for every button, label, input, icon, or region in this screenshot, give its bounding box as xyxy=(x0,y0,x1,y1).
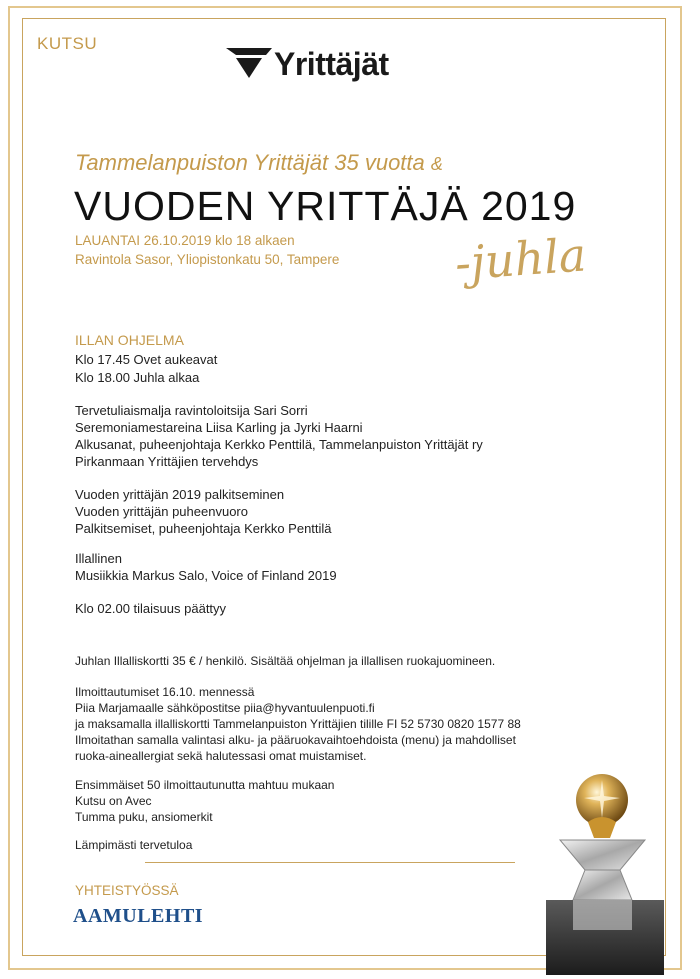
program-line: Seremoniamestareina Liisa Karling ja Jyrki Haarni xyxy=(75,420,363,435)
info-line: ruoka-aineallergiat sekä halutessasi omat muistamiset. xyxy=(75,749,367,763)
info-line: Ilmoitathan samalla valintasi alku- ja pääruokavaihtoehdoista (menu) ja mahdolliset xyxy=(75,733,516,747)
info-line: Kutsu on Avec xyxy=(75,794,152,808)
info-line: Ensimmäiset 50 ilmoittautunutta mahtuu mukaan xyxy=(75,778,335,792)
yrittajat-logo-mark-icon xyxy=(226,48,272,82)
program-line: Vuoden yrittäjän puheenvuoro xyxy=(75,504,248,519)
aamulehti-logo: AAMULEHTI xyxy=(73,905,204,927)
kutsu-label: KUTSU xyxy=(37,34,98,53)
trophy-icon xyxy=(540,770,670,975)
program-line: Tervetuliaismalja ravintoloitsija Sari Sorri xyxy=(75,403,308,418)
juhla-script-text: -juhla xyxy=(453,227,588,291)
event-date: LAUANTAI 26.10.2019 klo 18 alkaen xyxy=(75,233,295,248)
program-line: Klo 17.45 Ovet aukeavat xyxy=(75,352,218,367)
subtitle-ampersand: & xyxy=(430,154,443,174)
event-headline: VUODEN YRITTÄJÄ 2019 xyxy=(74,183,577,229)
program-title: ILLAN OHJELMA xyxy=(75,332,184,348)
program-line: Klo 02.00 tilaisuus päättyy xyxy=(75,601,227,616)
info-line: Tumma puku, ansiomerkit xyxy=(75,810,213,824)
yrittajat-logo xyxy=(226,46,389,83)
program-line: Alkusanat, puheenjohtaja Kerkko Penttilä, Tammelanpuiston Yrittäjät ry xyxy=(75,437,483,452)
program-line: Klo 18.00 Juhla alkaa xyxy=(75,370,200,385)
subtitle-text: Tammelanpuiston Yrittäjät 35 vuotta xyxy=(75,150,425,175)
logo-text: Yrittäjät xyxy=(274,46,389,82)
info-line: Ilmoittautumiset 16.10. mennessä xyxy=(75,685,255,699)
info-line: Piia Marjamaalle sähköpostitse piia@hyvantuulenpuoti.fi xyxy=(75,701,375,715)
program-line: Illallinen xyxy=(75,551,122,566)
program-line: Palkitsemiset, puheenjohtaja Kerkko Penttilä xyxy=(75,521,332,536)
event-subtitle xyxy=(75,150,443,176)
info-line: Juhlan Illalliskortti 35 € / henkilö. Sisältää ohjelman ja illallisen ruokajuomineen. xyxy=(75,654,496,668)
info-line: ja maksamalla illalliskortti Tammelanpuiston Yrittäjien tilille FI 52 5730 0820 1577 88 xyxy=(75,717,521,731)
program-line: Musiikkia Markus Salo, Voice of Finland 2019 xyxy=(75,568,337,583)
event-venue: Ravintola Sasor, Yliopistonkatu 50, Tampere xyxy=(75,252,340,267)
cooperation-label: YHTEISTYÖSSÄ xyxy=(75,883,179,898)
program-line: Vuoden yrittäjän 2019 palkitseminen xyxy=(75,487,285,502)
divider-line xyxy=(145,862,515,863)
info-line: Lämpimästi tervetuloa xyxy=(75,838,193,852)
program-line: Pirkanmaan Yrittäjien tervehdys xyxy=(75,454,259,469)
